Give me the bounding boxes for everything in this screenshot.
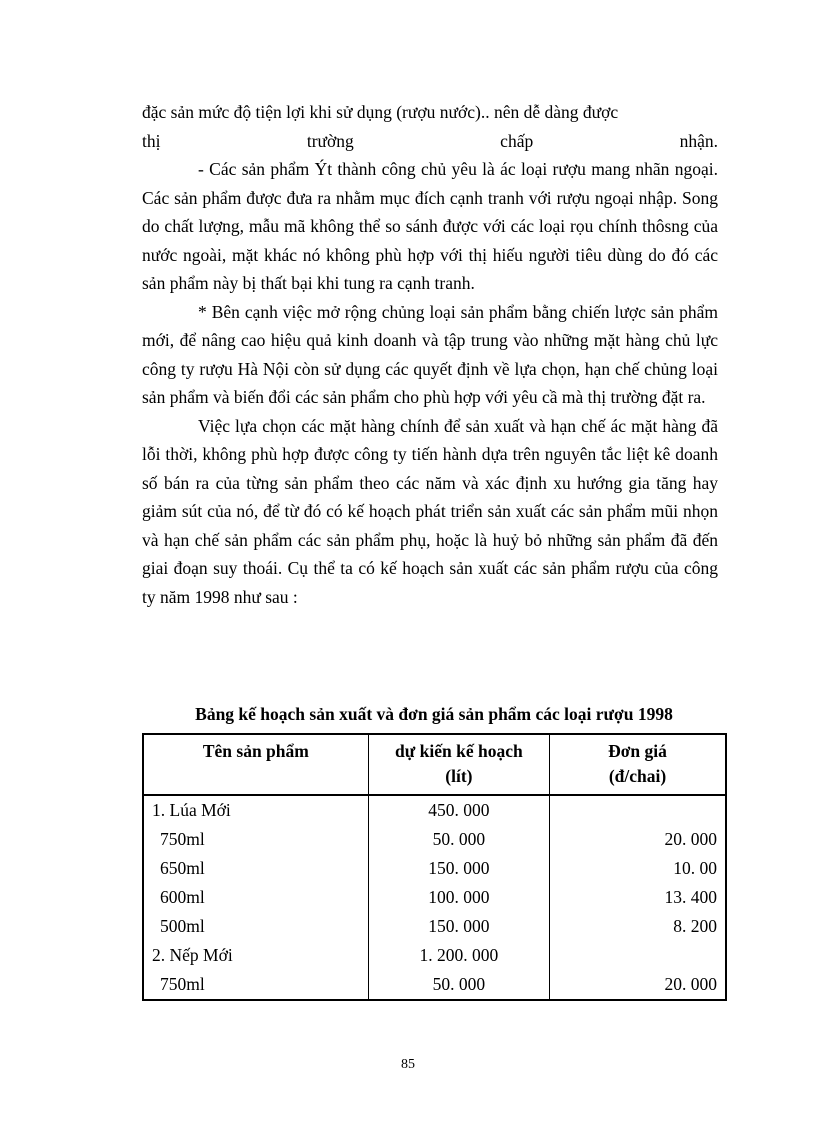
table-header-row (143, 734, 726, 795)
row-price: 10. 00 (550, 854, 726, 883)
header-planned-volume-line2: (lít) (445, 766, 473, 786)
table-row (143, 883, 726, 912)
header-planned-volume (368, 734, 549, 795)
row-qty: 450. 000 (368, 795, 549, 825)
row-name: 2. Nếp Mới (143, 941, 368, 970)
header-planned-volume-line1: dự kiến kế hoạch (395, 741, 523, 761)
row-qty: 50. 000 (368, 970, 549, 1000)
row-qty: 150. 000 (368, 854, 549, 883)
row-name: 750ml (143, 970, 368, 1000)
spread-word-2: chấp (500, 130, 534, 151)
row-price: 13. 400 (550, 883, 726, 912)
production-plan-table (142, 733, 727, 1001)
row-price: 20. 000 (550, 825, 726, 854)
row-qty: 150. 000 (368, 912, 549, 941)
header-unit-price-line2: (đ/chai) (608, 766, 667, 786)
row-name: 600ml (143, 883, 368, 912)
table-row (143, 825, 726, 854)
body-text (142, 98, 718, 611)
table-row (143, 912, 726, 941)
paragraph-3: Việc lựa chọn các mặt hàng chính để sản xuất và hạn chế ác mặt hàng đã lỗi thời, không phù hợp được công ty tiến hành dựa trên nguyên tắc liệt kê doanh số bán ra của từng sản phẩm theo các năm và xác định xu hướng gia tăng hay giảm sút của nó, để từ đó có kế hoạch phát triển sản xuất các sản phẩm mũi nhọn và hạn chế sản phẩm các sản phẩm phụ, hoặc là huỷ bỏ những sản phẩm đã đến giai đoạn suy thoái. Cụ thể ta có kế hoạch sản xuất các sản phẩm rượu của công ty năm 1998 như sau : (142, 415, 718, 607)
spread-word-3: nhận. (679, 130, 718, 151)
row-name: 500ml (143, 912, 368, 941)
header-product-name: Tên sản phẩm (143, 734, 368, 795)
page-number: 85 (401, 1057, 415, 1072)
row-qty: 100. 000 (368, 883, 549, 912)
header-unit-price-line1: Đơn giá (608, 741, 667, 761)
row-name: 1. Lúa Mới (143, 795, 368, 825)
row-price: 20. 000 (550, 970, 726, 1000)
table-row (143, 941, 726, 970)
table-title: Bảng kế hoạch sản xuất và đơn giá sản phẩm các loại rượu 1998 (195, 704, 673, 724)
spread-line (142, 127, 718, 156)
paragraph-2: * Bên cạnh việc mở rộng chủng loại sản phẩm bằng chiến lược sản phẩm mới, để nâng cao hiệu quả kinh doanh và tập trung vào những mặt hàng chủ lực công ty rượu Hà Nội còn sử dụng các quyết định về lựa chọn, hạn chế chủng loại sản phẩm và biến đổi các sản phẩm cho phù hợp với yêu cầ mà thị trường đặt ra. (142, 301, 718, 407)
spread-word-0: thị (142, 130, 161, 151)
row-name: 650ml (143, 854, 368, 883)
row-price (550, 795, 726, 825)
table-row (143, 970, 726, 1000)
row-price (550, 941, 726, 970)
row-qty: 1. 200. 000 (368, 941, 549, 970)
spread-word-1: trường (306, 130, 354, 151)
row-name: 750ml (143, 825, 368, 854)
row-price: 8. 200 (550, 912, 726, 941)
paragraph-1: - Các sản phẩm Ýt thành công chủ yêu là ác loại rượu mang nhãn ngoại. Các sản phẩm được đưa ra nhằm mục đích cạnh tranh với rượu ngoại nhập. Song do chất lượng, mẫu mã không thể so sánh được với các loại rọu chính thôsng của nước ngoài, mặt khác nó không phù hợp với thị hiếu người tiêu dùng do đó các sản phẩm này bị thất bại khi tung ra cạnh tranh. (142, 159, 718, 293)
table-row (143, 795, 726, 825)
paragraph-0: đặc sản mức độ tiện lợi khi sử dụng (rượu nước).. nên dễ dàng được (142, 102, 619, 122)
row-qty: 50. 000 (368, 825, 549, 854)
table-row (143, 854, 726, 883)
header-unit-price (550, 734, 726, 795)
